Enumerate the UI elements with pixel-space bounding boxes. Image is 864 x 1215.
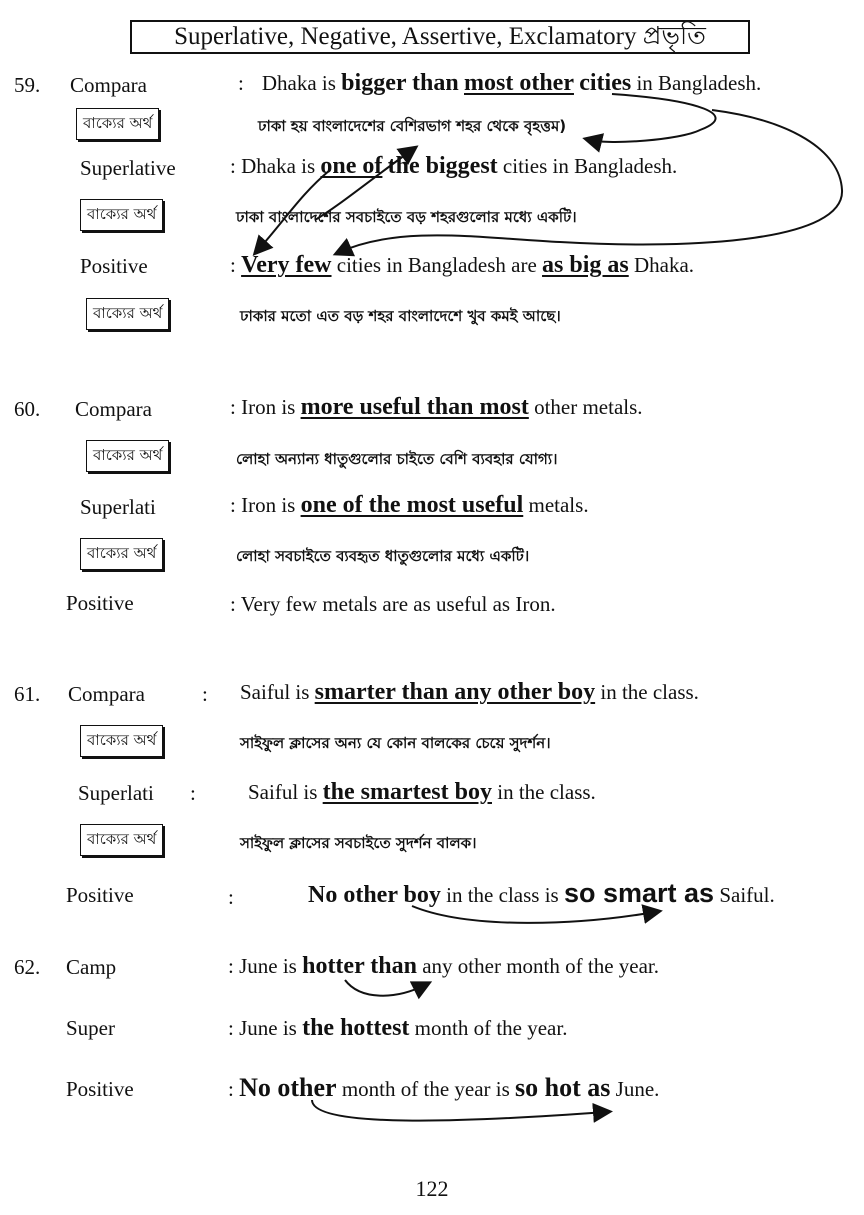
bangla-meaning-61-2: সাইফুল ক্লাসের সবচাইতে সুদর্শন বালক। xyxy=(240,834,477,852)
sentence-comparative-60: : Iron is more useful than most other metals. xyxy=(230,394,643,420)
page-number: 122 xyxy=(415,1176,449,1201)
sentence-comparative-61: Saiful is smarter than any other boy in the class. xyxy=(240,679,699,705)
colon-61-1: : xyxy=(202,682,208,706)
meaning-badge: বাক্যের অর্থ xyxy=(80,725,163,757)
meaning-badge: বাক্যের অর্থ xyxy=(86,298,169,330)
sentence-positive-61: No other boy in the class is so smart as Saiful. xyxy=(308,878,775,908)
sentence-comparative-59: : Dhaka is bigger than most other cities in Bangladesh. xyxy=(238,70,762,96)
label-comparative-60: Compara xyxy=(75,397,152,421)
bangla-meaning-59-3: ঢাকার মতো এত বড় শহর বাংলাদেশে খুব কমই আছে। xyxy=(240,307,561,325)
meaning-badge: বাক্যের অর্থ xyxy=(80,824,163,856)
label-positive-60: Positive xyxy=(66,591,134,615)
label-positive-62: Positive xyxy=(66,1077,134,1101)
label-positive-61: Positive xyxy=(66,883,134,907)
sentence-positive-59: : Very few cities in Bangladesh are as big as Dhaka. xyxy=(230,252,695,278)
sentence-superlative-59: : Dhaka is one of the biggest cities in Bangladesh. xyxy=(230,153,678,179)
meaning-badge: বাক্যের অর্থ xyxy=(80,538,163,570)
bangla-meaning-59-1: ঢাকা হয় বাংলাদেশের বেশিরভাগ শহর থেকে বৃহত্তম) xyxy=(258,117,567,135)
sentence-comparative-62: : June is hotter than any other month of the year. xyxy=(228,953,659,979)
bangla-meaning-60-1: লোহা অন্যান্য ধাতুগুলোর চাইতে বেশি ব্যবহার যোগ্য। xyxy=(236,450,558,468)
label-superlative-62: Super xyxy=(66,1016,115,1040)
question-number-62: 62. xyxy=(14,955,41,979)
label-comparative-61: Compara xyxy=(68,682,145,706)
bangla-meaning-60-2: লোহা সবচাইতে ব্যবহৃত ধাতুগুলোর মধ্যে একটি। xyxy=(236,547,530,565)
question-number-59: 59. xyxy=(14,73,41,97)
label-comparative-62: Camp xyxy=(66,955,117,979)
meaning-badge: বাক্যের অর্থ xyxy=(76,108,159,140)
bangla-meaning-59-2: ঢাকা বাংলাদেশের সবচাইতে বড় শহরগুলোর মধ্যে একটি। xyxy=(236,208,577,226)
sentence-superlative-60: : Iron is one of the most useful metals. xyxy=(230,492,589,518)
colon-61-2: : xyxy=(190,781,196,805)
arrow-62-comparative xyxy=(345,980,425,996)
arrow-59-loop xyxy=(590,94,716,142)
sentence-superlative-61: Saiful is the smartest boy in the class. xyxy=(248,779,596,805)
sentence-superlative-62: : June is the hottest month of the year. xyxy=(228,1015,568,1041)
label-superlative-61: Superlati xyxy=(78,781,154,805)
arrow-62-positive xyxy=(312,1100,605,1121)
label-positive-59: Positive xyxy=(80,254,148,278)
bangla-meaning-61-1: সাইফুল ক্লাসের অন্য যে কোন বালকের চেয়ে সুদর্শন। xyxy=(240,734,551,752)
question-number-60: 60. xyxy=(14,397,41,421)
label-superlative-59: Superlative xyxy=(80,156,176,180)
colon-61-3: : xyxy=(228,885,234,909)
meaning-badge: বাক্যের অর্থ xyxy=(86,440,169,472)
meaning-badge: বাক্যের অর্থ xyxy=(80,199,163,231)
label-comparative-59: Compara xyxy=(70,73,147,97)
label-superlative-60: Superlati xyxy=(80,495,156,519)
question-number-61: 61. xyxy=(14,682,41,706)
sentence-positive-60: : Very few metals are as useful as Iron. xyxy=(230,592,556,616)
page-title: Superlative, Negative, Assertive, Exclamatory প্রভৃতি xyxy=(130,20,750,54)
sentence-positive-62: : No other month of the year is so hot as June. xyxy=(228,1073,660,1102)
